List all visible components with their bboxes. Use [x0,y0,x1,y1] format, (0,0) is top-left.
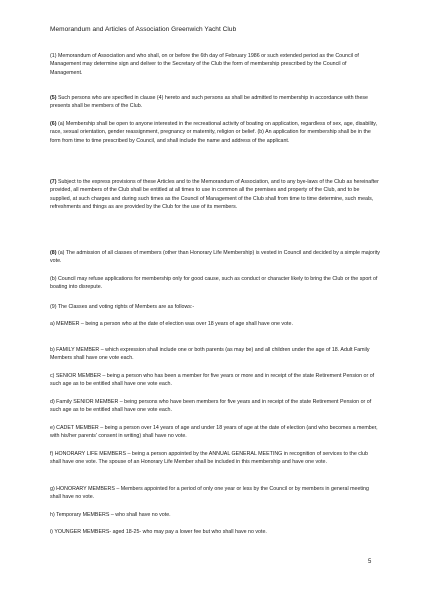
class-family-member [50,346,380,363]
paragraph-text: (a) The admission of all classes of members (other than Honorary Life Membership) is vested in Council and decided by a simple majority vote. [50,250,380,265]
paragraph-number: (1) [50,53,57,59]
paragraph-number: (7) [50,179,57,185]
class-temporary-members [50,511,380,519]
paragraph-8b [50,275,380,292]
class-senior-member [50,372,380,389]
paragraph-text: i) YOUNGER MEMBERS- aged 18-25- who may pay a lower fee but who shall have no vote. [50,529,267,535]
paragraph-8a [50,249,380,266]
paragraph-text: g) HONORARY MEMBERS – Members appointed for a period of only one year or less by the Council or by members in general meeting shall have no vote. [50,486,369,501]
paragraph-text: b) FAMILY MEMBER – which expression shall include one or both parents (as may be) and all children under the age of 18. Adult Family Members shall have one vote each. [50,347,370,362]
class-younger-members [50,528,380,536]
class-member [50,320,380,328]
paragraph-text: e) CADET MEMBER – being a person over 14 years of age and under 18 years of age at the date of election (and who becomes a member, with his/her parents' consent in writing) shall have no vote. [50,425,378,440]
paragraph-text: d) Family SENIOR MEMBER – being persons who have been members for five years and in receipt of the state Retirement Pension or of such age as to be entitled shall have one vote each. [50,399,372,414]
paragraph-7 [50,178,380,212]
class-family-senior-member [50,398,380,415]
paragraph-text: Such persons who are specified in clause (4) hereto and such persons as shall be admitted to membership in accordance with these presents shall be members of the Club. [50,95,368,110]
paragraph-text: Memorandum of Association and who shall, on or before the 6th day of February 1986 or such extended period as the Council of Management may determine sign and deliver to the Secretary of the Club the form of membership prescribed by the Council of Management. [50,53,359,76]
paragraph-text: h) Temporary MEMBERS – who shall have no vote. [50,512,171,518]
page-header: Memorandum and Articles of Association Greenwich Yacht Club [50,26,237,33]
paragraph-number: (6) [50,121,57,127]
paragraph-text: a) MEMBER – being a person who at the date of election was over 18 years of age shall have one vote. [50,321,293,327]
paragraph-number: (5) [50,95,57,101]
paragraph-text: Subject to the express provisions of these Articles and to the Memorandum of Association, and to any bye-laws of the Club as hereinafter provided, all members of the Club shall be entitled at all times to use in common all the premises and property of the Club, and to be supplied, at such charges and during such times as the Council of Management of the Club shall from time to time determine, such meals, refreshments and things as are provided by the Club for the use of its members. [50,179,379,211]
paragraph-1 [50,52,380,77]
paragraph-6 [50,120,380,145]
paragraph-9 [50,303,380,311]
paragraph-text: c) SENIOR MEMBER – being a person who has been a member for five years or more and in receipt of the state Retirement Pension or of such age as to be entitled shall have one vote each. [50,373,375,388]
page-number: 5 [368,559,372,565]
paragraph-text: f) HONORARY LIFE MEMBERS – being a person appointed by the ANNUAL GENERAL MEETING in recognition of services to the club shall have one vote. The spouse of an Honorary Life Member shall be included in this membership and have one vote. [50,451,368,466]
class-honorary-members [50,485,380,502]
paragraph-text: (a) Membership shall be open to anyone interested in the recreational activity of boating on application, regardless of sex, age, disability, race, sexual orientation, gender reassignment, pregnancy or maternity, religion or belief. (b) An application for membership shall be in the form from time to time prescribed by Council, and shall include the name and address of the applicant. [50,121,378,144]
paragraph-text: (9) The Classes and voting rights of Members are as follows:- [50,304,195,310]
paragraph-text: (b) Council may refuse applications for membership only for good cause, such as conduct or character likely to bring the Club or the sport of boating into disrepute. [50,276,378,291]
class-cadet-member [50,424,380,441]
paragraph-number: (8) [50,250,57,256]
paragraph-5 [50,94,380,111]
class-honorary-life-members [50,450,380,467]
